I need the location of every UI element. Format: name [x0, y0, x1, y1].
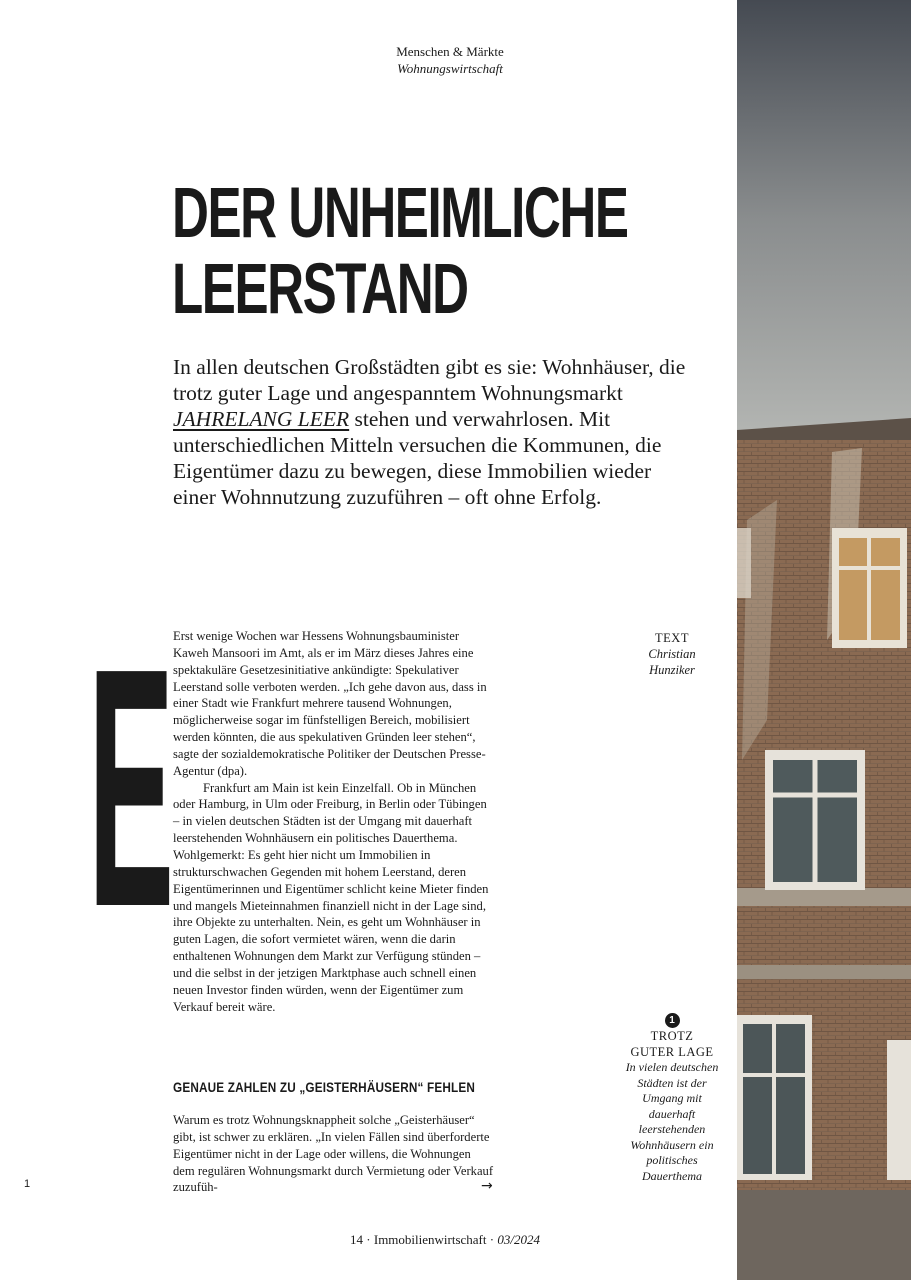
footer-separator: · — [366, 1232, 371, 1247]
credit-role: TEXT — [655, 631, 689, 645]
window-middle — [765, 750, 865, 890]
drop-cap: E — [88, 598, 175, 978]
lead-text-before: In allen deutschen Großstädten gibt es sie: Wohnhäuser, die trotz guter Lage und angespanntem Wohnungsmarkt — [173, 355, 686, 405]
body-paragraph-3: Warum es trotz Wohnungsknappheit solche „Geisterhäuser“ gibt, ist schwer zu erklären. „In vielen Fällen sind überforderte Eigentümer nicht in der Lage oder willens, die Wohnungen dem regulären Wohnungsmarkt durch Vermietung oder Verkauf zuzufüh- — [173, 1113, 494, 1195]
continue-arrow-icon: → — [481, 1178, 493, 1194]
body-paragraph-1: Erst wenige Wochen war Hessens Wohnungsbauminister Kaweh Mansoori im Amt, als er im März dieses Jahres eine spektakuläre Gesetzesinitiative ankündigte: Spekulativer Leerstand solle verboten werden. „Ich gehe davon aus, dass in einer Stadt wie Frankfurt mehrere tausend Wohnungen, möglicherweise sogar im fünfstelligen Bereich, mobilisiert werden könnten, die aus spekulativen Gründen leer stehen“, sagte der sozialdemokratische Politiker der Deutschen Presse-Agentur (dpa). — [173, 629, 487, 778]
photo-marker: 1 — [24, 1178, 31, 1190]
photo-caption — [620, 1012, 724, 1184]
magazine-name: Immobilienwirtschaft — [373, 1232, 487, 1247]
caption-title-2: GUTER LAGE — [630, 1045, 714, 1059]
building-photo — [737, 0, 911, 1280]
author-credit — [620, 630, 724, 678]
body-paragraph-2: Frankfurt am Main ist kein Einzelfall. Ob in München oder Hamburg, in Ulm oder Freiburg, in Berlin oder Tübingen – in vielen deutschen Städten ist der Umgang mit dauerhaft leerstehenden Wohnhäusern ein politisches Dauerthema. Wohlgemerkt: Es geht hier nicht um Immobilien in strukturschwachen Gegenden mit hohem Leerstand, deren Eigentümerinnen und Eigentümer schlicht keine Mieter finden und mangels Mieteinnahmen finanziell nicht in der Lage sind, ihre Objekte zu unterhalten. Nein, es geht um Wohnhäuser in guten Lagen, die sofort vermietet wären, wenn die darin enthaltenen Wohnungen dem Markt zur Verfügung stünden – und die selbst in der jetzigen Marktphase auch schnell einen neuen Investor finden würden, wenn der Eigentümer zum Verkauf bereit wäre. — [173, 780, 489, 1014]
caption-text: In vielen deutschen Städten ist der Umgang mit dauerhaft leerstehenden Wohnhäusern ein politisches Dauerthema — [625, 1060, 719, 1183]
page-number: 14 — [350, 1232, 364, 1247]
section-kicker — [340, 43, 560, 77]
window-upper — [832, 528, 907, 648]
issue-number: 03/2024 — [497, 1232, 540, 1247]
section-label: Menschen & Märkte — [396, 44, 504, 59]
page-footer — [300, 1232, 590, 1248]
subsection-label: Wohnungswirtschaft — [397, 61, 503, 76]
lead-text-after: stehen und verwahrlosen. Mit unterschiedlichen Mitteln versuchen die Kommunen, die Eigentümer dazu zu bewegen, diese Immobilien wieder einer Wohnnutzung zuzuführen – oft ohne Erfolg. — [173, 407, 662, 509]
ledge — [737, 888, 911, 906]
article-body — [173, 628, 495, 1015]
section-subheading: GENAUE ZAHLEN ZU „GEISTERHÄUSERN“ FEHLEN — [173, 1079, 476, 1095]
headline-line-2: LEERSTAND — [172, 250, 468, 329]
credit-name-1: Christian — [648, 647, 696, 661]
sky — [737, 0, 911, 440]
headline-line-1: DER UNHEIMLICHE — [172, 174, 628, 253]
footer-separator: · — [489, 1232, 495, 1247]
credit-name-2: Hunziker — [649, 663, 695, 677]
lead-highlight: JAHRELANG LEER — [173, 407, 350, 431]
lead-paragraph — [173, 354, 688, 510]
caption-title-1: TROTZ — [650, 1029, 694, 1043]
headline — [172, 174, 628, 329]
caption-number-badge: 1 — [665, 1013, 680, 1028]
window-lower — [737, 1015, 812, 1180]
